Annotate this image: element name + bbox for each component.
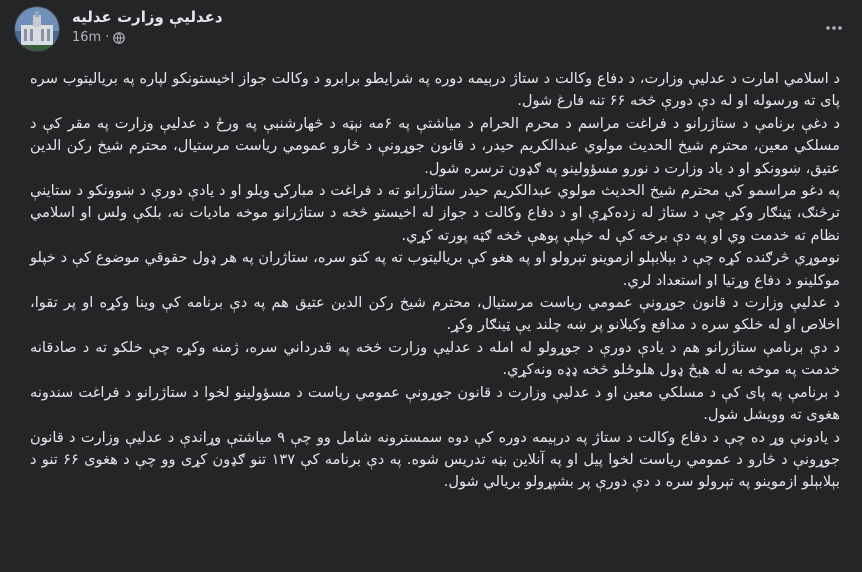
post-header [0,0,862,62]
globe-icon[interactable] [113,32,125,44]
page-avatar[interactable] [14,6,60,52]
meta-separator: · [105,30,110,45]
post-paragraph-3: په دغو مراسمو کې محترم شیخ الحدیث مولوي عبدالکریم حیدر ستاژرانو ته د فراغت د مبارکۍ ویلو او د یادې دورې د ښوونکو د ستاینې ترڅنګ، ټینګار وکړ چې د ستاژ له زده‌کړې او د دفاع وکالت د جواز له اخیستو څخه د ستاژرانو موخه مادیات نه، بلکې ولس او اسلامي نظام ته خدمت وي او په دې برخه کې له خپلې پوهې څخه ګټه پورته کړي. [30,182,840,244]
post-paragraph-5: د عدلیې وزارت د قانون جوړونې عمومي ریاست مرستیال، محترم شیخ رکن الدین عتیق هم په دې برنامه کې وینا وکړه او پر تقوا، اخلاص او له خلکو سره د مدافع وکیلانو پر ښه چلند یې ټینګار وکړ. [30,294,840,334]
ministry-building-icon [15,7,59,51]
page-name[interactable]: دعدلیې وزارت عدلیه [72,8,223,26]
post-paragraph-8: د یادونې وړ ده چې د دفاع وکالت د ستاژ په درېیمه دوره کې دوه سمسترونه شامل وو چې ۹ میاشتې وړاندې د عدلیې وزارت د قانون جوړونې د څارو د عمومي ریاست لخوا پیل او په آنلاین بڼه تدریس شوه. په دې برنامه کې ۱۳۷ تنو ګډون کړی وو چې د هغوی ۶۶ تنو د بېلابېلو ازموینو په تېرولو سره د دې دورې پر بشپړولو بریالي شول. [30,428,841,491]
post-meta [72,30,125,45]
more-options-button[interactable] [816,10,852,46]
post-paragraph-4: نوموړي څرګنده کړه چې د بېلابېلو ازموینو تېرولو او په هغو کې بریالیتوب ته په کتو سره، ستاژران په هر ډول حقوقي موضوع کې د خپلو موکلینو د دفاع وړتیا او استعداد لري. [30,249,840,289]
more-options-icon [826,26,842,30]
post-paragraph-2: د دغې برنامې د ستاژرانو د فراغت مراسم د محرم الحرام د میاشتې په ۶مه نېټه د څهارشنبې په ورځ د عدلیې وزارت په مقر کې د مسلکي معین، محترم شیخ الحدیث مولوي عبدالکریم حیدر، د قانون جوړونې د څارو عمومي ریاست مرستیال، محترم شیخ رکن الدین عتیق، ښوونکو او د یاد وزارت د نورو مسؤولینو په ګډون ترسره شول. [30,114,840,177]
post-paragraph-7: د برنامې په پای کې د مسلکي معین او د عدلیې وزارت د قانون جوړونې عمومي ریاست د مسؤولینو لخوا د ستاژرانو د فراغت سندونه هغوی ته وویشل شول. [30,383,840,424]
post-text [30,68,840,494]
post-paragraph-1: د اسلامي امارت د عدلیې وزارت، د دفاع وکالت د ستاژ درېیمه دوره په شرایطو برابرو د وکالت جواز اخیستونکو لپاره په بریالیتوب سره پای ته ورسوله او له دې دورې څخه ۶۶ تنه فارغ شول. [30,70,840,110]
post-paragraph-6: د دې برنامې ستاژرانو هم د یادې دورې د جوړولو له امله د عدلیې وزارت څخه په قدرداني سره، ژمنه وکړه چې خلکو ته د صادقانه خدمت په موخه به له هېڅ ډول هلوځلو څخه ډډه ونه‌کړي. [30,338,840,379]
post-timestamp[interactable]: 16m [72,30,102,45]
